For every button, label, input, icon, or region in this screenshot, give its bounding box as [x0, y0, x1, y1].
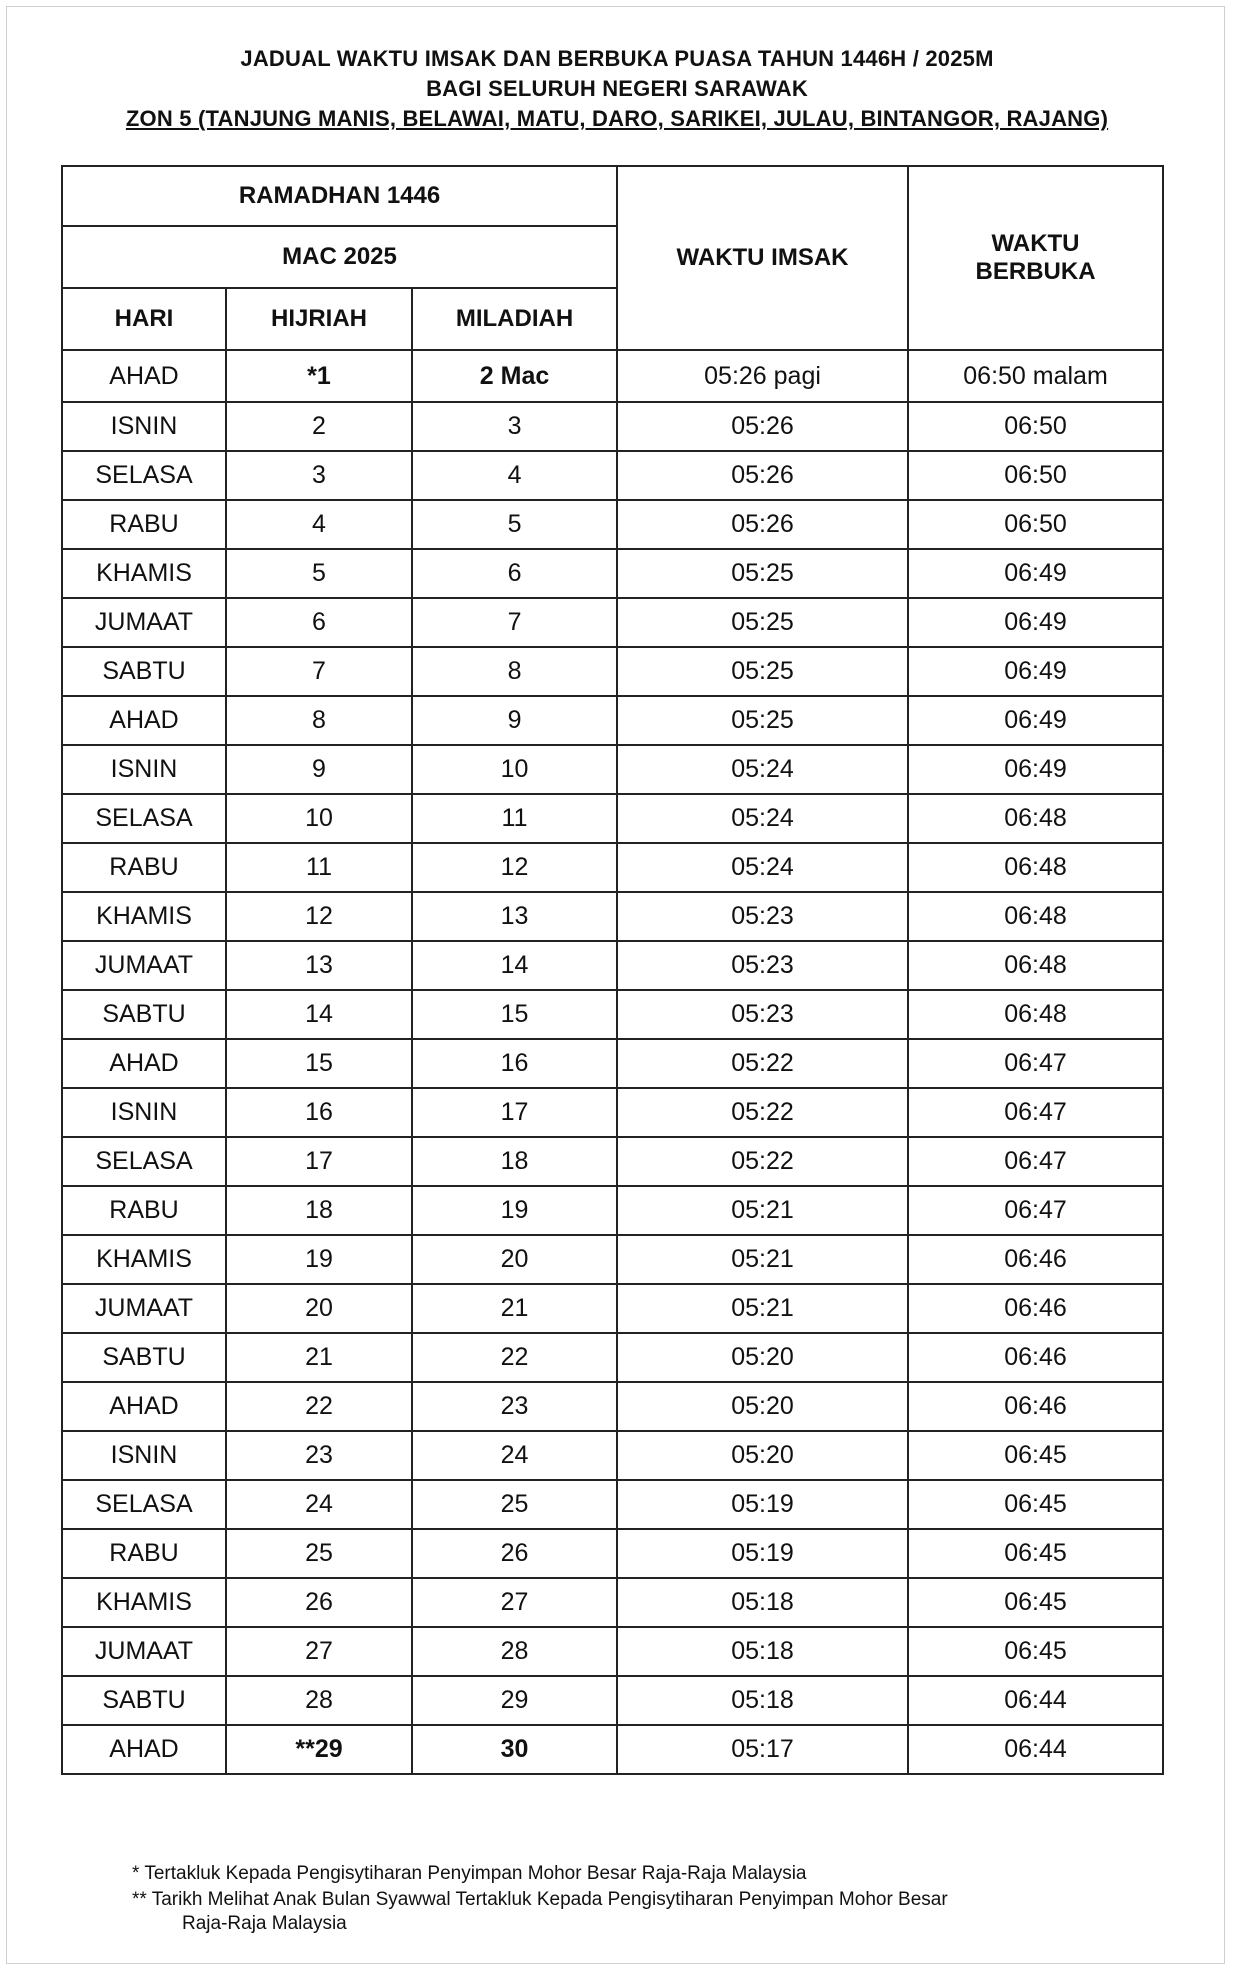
- cell-miladiah: 15: [412, 990, 617, 1039]
- cell-miladiah: 29: [412, 1676, 617, 1725]
- table-row: [62, 1725, 1163, 1774]
- table-row: [62, 402, 1163, 451]
- cell-imsak: 05:26: [617, 451, 908, 500]
- cell-imsak: 05:24: [617, 745, 908, 794]
- cell-imsak: 05:22: [617, 1039, 908, 1088]
- cell-hijriah: 13: [226, 941, 412, 990]
- cell-hijriah: 24: [226, 1480, 412, 1529]
- cell-miladiah: 8: [412, 647, 617, 696]
- table-row: [62, 1039, 1163, 1088]
- footnote-2-continued: Raja-Raja Malaysia: [182, 1913, 347, 1934]
- table-row: [62, 941, 1163, 990]
- cell-imsak: 05:26: [617, 500, 908, 549]
- title-zone: ZON 5 (TANJUNG MANIS, BELAWAI, MATU, DARO, SARIKEI, JULAU, BINTANGOR, RAJANG): [125, 106, 1109, 131]
- cell-hijriah: 10: [226, 794, 412, 843]
- cell-imsak: 05:25: [617, 549, 908, 598]
- cell-hijriah: 4: [226, 500, 412, 549]
- cell-miladiah: 2 Mac: [412, 350, 617, 402]
- cell-hijriah: 9: [226, 745, 412, 794]
- cell-imsak: 05:21: [617, 1186, 908, 1235]
- cell-hari: SELASA: [62, 451, 226, 500]
- cell-hari: ISNIN: [62, 1431, 226, 1480]
- cell-imsak: 05:21: [617, 1284, 908, 1333]
- cell-miladiah: 10: [412, 745, 617, 794]
- table-row: [62, 647, 1163, 696]
- cell-berbuka: 06:50: [908, 402, 1163, 451]
- title-line-2: BAGI SELURUH NEGERI SARAWAK: [426, 76, 808, 101]
- cell-imsak: 05:26: [617, 402, 908, 451]
- cell-hari: ISNIN: [62, 745, 226, 794]
- table-row: [62, 794, 1163, 843]
- cell-hijriah: **29: [226, 1725, 412, 1774]
- cell-berbuka: 06:45: [908, 1480, 1163, 1529]
- cell-berbuka: 06:46: [908, 1333, 1163, 1382]
- cell-hijriah: 22: [226, 1382, 412, 1431]
- cell-hijriah: 8: [226, 696, 412, 745]
- cell-hijriah: 16: [226, 1088, 412, 1137]
- cell-hari: AHAD: [62, 696, 226, 745]
- cell-hari: JUMAAT: [62, 1284, 226, 1333]
- cell-imsak: 05:22: [617, 1137, 908, 1186]
- cell-miladiah: 24: [412, 1431, 617, 1480]
- cell-miladiah: 11: [412, 794, 617, 843]
- cell-hari: ISNIN: [62, 402, 226, 451]
- cell-berbuka: 06:46: [908, 1235, 1163, 1284]
- cell-hari: RABU: [62, 500, 226, 549]
- cell-miladiah: 16: [412, 1039, 617, 1088]
- cell-hari: ISNIN: [62, 1088, 226, 1137]
- cell-hari: SABTU: [62, 990, 226, 1039]
- cell-berbuka: 06:47: [908, 1137, 1163, 1186]
- cell-imsak: 05:17: [617, 1725, 908, 1774]
- cell-hijriah: 7: [226, 647, 412, 696]
- cell-imsak: 05:25: [617, 696, 908, 745]
- cell-berbuka: 06:48: [908, 990, 1163, 1039]
- cell-imsak: 05:20: [617, 1431, 908, 1480]
- cell-imsak: 05:23: [617, 892, 908, 941]
- cell-hijriah: 23: [226, 1431, 412, 1480]
- cell-miladiah: 21: [412, 1284, 617, 1333]
- table-row: [62, 1676, 1163, 1725]
- footnote-2: ** Tarikh Melihat Anak Bulan Syawwal Tertakluk Kepada Pengisytiharan Penyimpan Mohor Besar: [132, 1889, 948, 1910]
- cell-hijriah: 12: [226, 892, 412, 941]
- schedule-rows: [62, 350, 1163, 1774]
- cell-miladiah: 19: [412, 1186, 617, 1235]
- cell-hijriah: 17: [226, 1137, 412, 1186]
- cell-berbuka: 06:49: [908, 647, 1163, 696]
- cell-berbuka: 06:45: [908, 1578, 1163, 1627]
- table-row: [62, 1578, 1163, 1627]
- cell-hijriah: 6: [226, 598, 412, 647]
- cell-berbuka: 06:44: [908, 1676, 1163, 1725]
- cell-miladiah: 4: [412, 451, 617, 500]
- table-row: [62, 1627, 1163, 1676]
- cell-hari: JUMAAT: [62, 1627, 226, 1676]
- cell-imsak: 05:18: [617, 1578, 908, 1627]
- cell-berbuka: 06:49: [908, 549, 1163, 598]
- cell-miladiah: 7: [412, 598, 617, 647]
- header-waktu-imsak: WAKTU IMSAK: [617, 166, 908, 350]
- cell-berbuka: 06:50: [908, 500, 1163, 549]
- cell-hari: SABTU: [62, 1333, 226, 1382]
- table-row: [62, 1088, 1163, 1137]
- cell-berbuka: 06:49: [908, 598, 1163, 647]
- cell-berbuka: 06:50: [908, 451, 1163, 500]
- cell-hari: SELASA: [62, 794, 226, 843]
- header-berbuka-line1: WAKTU: [991, 230, 1080, 257]
- cell-hijriah: 18: [226, 1186, 412, 1235]
- cell-berbuka: 06:48: [908, 941, 1163, 990]
- cell-imsak: 05:24: [617, 794, 908, 843]
- cell-hijriah: 20: [226, 1284, 412, 1333]
- cell-hijriah: 27: [226, 1627, 412, 1676]
- cell-imsak: 05:25: [617, 647, 908, 696]
- cell-hari: KHAMIS: [62, 1235, 226, 1284]
- cell-imsak: 05:18: [617, 1627, 908, 1676]
- cell-imsak: 05:23: [617, 941, 908, 990]
- cell-hijriah: 25: [226, 1529, 412, 1578]
- cell-hijriah: 26: [226, 1578, 412, 1627]
- cell-berbuka: 06:49: [908, 745, 1163, 794]
- cell-miladiah: 27: [412, 1578, 617, 1627]
- table-row: [62, 843, 1163, 892]
- table-row: [62, 892, 1163, 941]
- cell-hari: AHAD: [62, 1725, 226, 1774]
- cell-berbuka: 06:48: [908, 892, 1163, 941]
- table-row: [62, 350, 1163, 402]
- cell-berbuka: 06:45: [908, 1627, 1163, 1676]
- cell-miladiah: 26: [412, 1529, 617, 1578]
- cell-hari: AHAD: [62, 1039, 226, 1088]
- cell-hijriah: 2: [226, 402, 412, 451]
- cell-hari: SABTU: [62, 1676, 226, 1725]
- cell-berbuka: 06:45: [908, 1431, 1163, 1480]
- cell-miladiah: 18: [412, 1137, 617, 1186]
- table-row: [62, 451, 1163, 500]
- cell-miladiah: 22: [412, 1333, 617, 1382]
- cell-berbuka: 06:46: [908, 1284, 1163, 1333]
- cell-miladiah: 17: [412, 1088, 617, 1137]
- footnotes: [132, 1862, 948, 1936]
- cell-berbuka: 06:50 malam: [908, 350, 1163, 402]
- cell-miladiah: 9: [412, 696, 617, 745]
- table-row: [62, 598, 1163, 647]
- cell-miladiah: 3: [412, 402, 617, 451]
- cell-hijriah: 3: [226, 451, 412, 500]
- table-row: [62, 745, 1163, 794]
- cell-miladiah: 12: [412, 843, 617, 892]
- cell-hijriah: 5: [226, 549, 412, 598]
- cell-hari: RABU: [62, 843, 226, 892]
- table-row: [62, 1137, 1163, 1186]
- cell-miladiah: 28: [412, 1627, 617, 1676]
- cell-berbuka: 06:48: [908, 794, 1163, 843]
- header-berbuka-line2: BERBUKA: [975, 258, 1096, 285]
- cell-berbuka: 06:49: [908, 696, 1163, 745]
- cell-hijriah: 28: [226, 1676, 412, 1725]
- cell-hari: JUMAAT: [62, 598, 226, 647]
- cell-imsak: 05:20: [617, 1333, 908, 1382]
- cell-hari: KHAMIS: [62, 892, 226, 941]
- table-row: [62, 1431, 1163, 1480]
- cell-hari: SELASA: [62, 1480, 226, 1529]
- cell-hijriah: 21: [226, 1333, 412, 1382]
- cell-hijriah: 15: [226, 1039, 412, 1088]
- header-hari: HARI: [62, 288, 226, 350]
- table-row: [62, 1480, 1163, 1529]
- cell-hari: KHAMIS: [62, 549, 226, 598]
- document-title: [0, 44, 1234, 134]
- table-row: [62, 1186, 1163, 1235]
- cell-miladiah: 23: [412, 1382, 617, 1431]
- cell-imsak: 05:21: [617, 1235, 908, 1284]
- cell-miladiah: 30: [412, 1725, 617, 1774]
- cell-hari: RABU: [62, 1529, 226, 1578]
- cell-miladiah: 6: [412, 549, 617, 598]
- header-hijriah: HIJRIAH: [226, 288, 412, 350]
- cell-imsak: 05:19: [617, 1529, 908, 1578]
- cell-miladiah: 20: [412, 1235, 617, 1284]
- cell-berbuka: 06:47: [908, 1039, 1163, 1088]
- table-row: [62, 1382, 1163, 1431]
- cell-hijriah: 19: [226, 1235, 412, 1284]
- header-miladiah: MILADIAH: [412, 288, 617, 350]
- table-row: [62, 1235, 1163, 1284]
- footnote-1: * Tertakluk Kepada Pengisytiharan Penyimpan Mohor Besar Raja-Raja Malaysia: [132, 1863, 807, 1884]
- cell-hijriah: 11: [226, 843, 412, 892]
- cell-hari: SELASA: [62, 1137, 226, 1186]
- table-row: [62, 990, 1163, 1039]
- cell-imsak: 05:18: [617, 1676, 908, 1725]
- cell-imsak: 05:26 pagi: [617, 350, 908, 402]
- cell-miladiah: 25: [412, 1480, 617, 1529]
- cell-berbuka: 06:45: [908, 1529, 1163, 1578]
- cell-berbuka: 06:48: [908, 843, 1163, 892]
- cell-hari: SABTU: [62, 647, 226, 696]
- table-row: [62, 500, 1163, 549]
- cell-hari: AHAD: [62, 1382, 226, 1431]
- cell-berbuka: 06:44: [908, 1725, 1163, 1774]
- cell-hijriah: 14: [226, 990, 412, 1039]
- cell-hari: KHAMIS: [62, 1578, 226, 1627]
- header-ramadhan: RAMADHAN 1446: [62, 166, 617, 226]
- schedule-table: [61, 165, 1164, 1775]
- cell-hari: AHAD: [62, 350, 226, 402]
- cell-imsak: 05:19: [617, 1480, 908, 1529]
- cell-berbuka: 06:46: [908, 1382, 1163, 1431]
- cell-miladiah: 5: [412, 500, 617, 549]
- header-month: MAC 2025: [62, 226, 617, 288]
- cell-imsak: 05:22: [617, 1088, 908, 1137]
- cell-hari: RABU: [62, 1186, 226, 1235]
- table-row: [62, 1333, 1163, 1382]
- cell-imsak: 05:24: [617, 843, 908, 892]
- cell-berbuka: 06:47: [908, 1088, 1163, 1137]
- cell-imsak: 05:23: [617, 990, 908, 1039]
- cell-hari: JUMAAT: [62, 941, 226, 990]
- cell-hijriah: *1: [226, 350, 412, 402]
- table-row: [62, 1529, 1163, 1578]
- cell-miladiah: 14: [412, 941, 617, 990]
- cell-imsak: 05:25: [617, 598, 908, 647]
- cell-miladiah: 13: [412, 892, 617, 941]
- table-row: [62, 1284, 1163, 1333]
- cell-imsak: 05:20: [617, 1382, 908, 1431]
- header-waktu-berbuka: [908, 166, 1163, 350]
- title-line-1: JADUAL WAKTU IMSAK DAN BERBUKA PUASA TAHUN 1446H / 2025M: [240, 46, 994, 71]
- table-row: [62, 696, 1163, 745]
- cell-berbuka: 06:47: [908, 1186, 1163, 1235]
- table-row: [62, 549, 1163, 598]
